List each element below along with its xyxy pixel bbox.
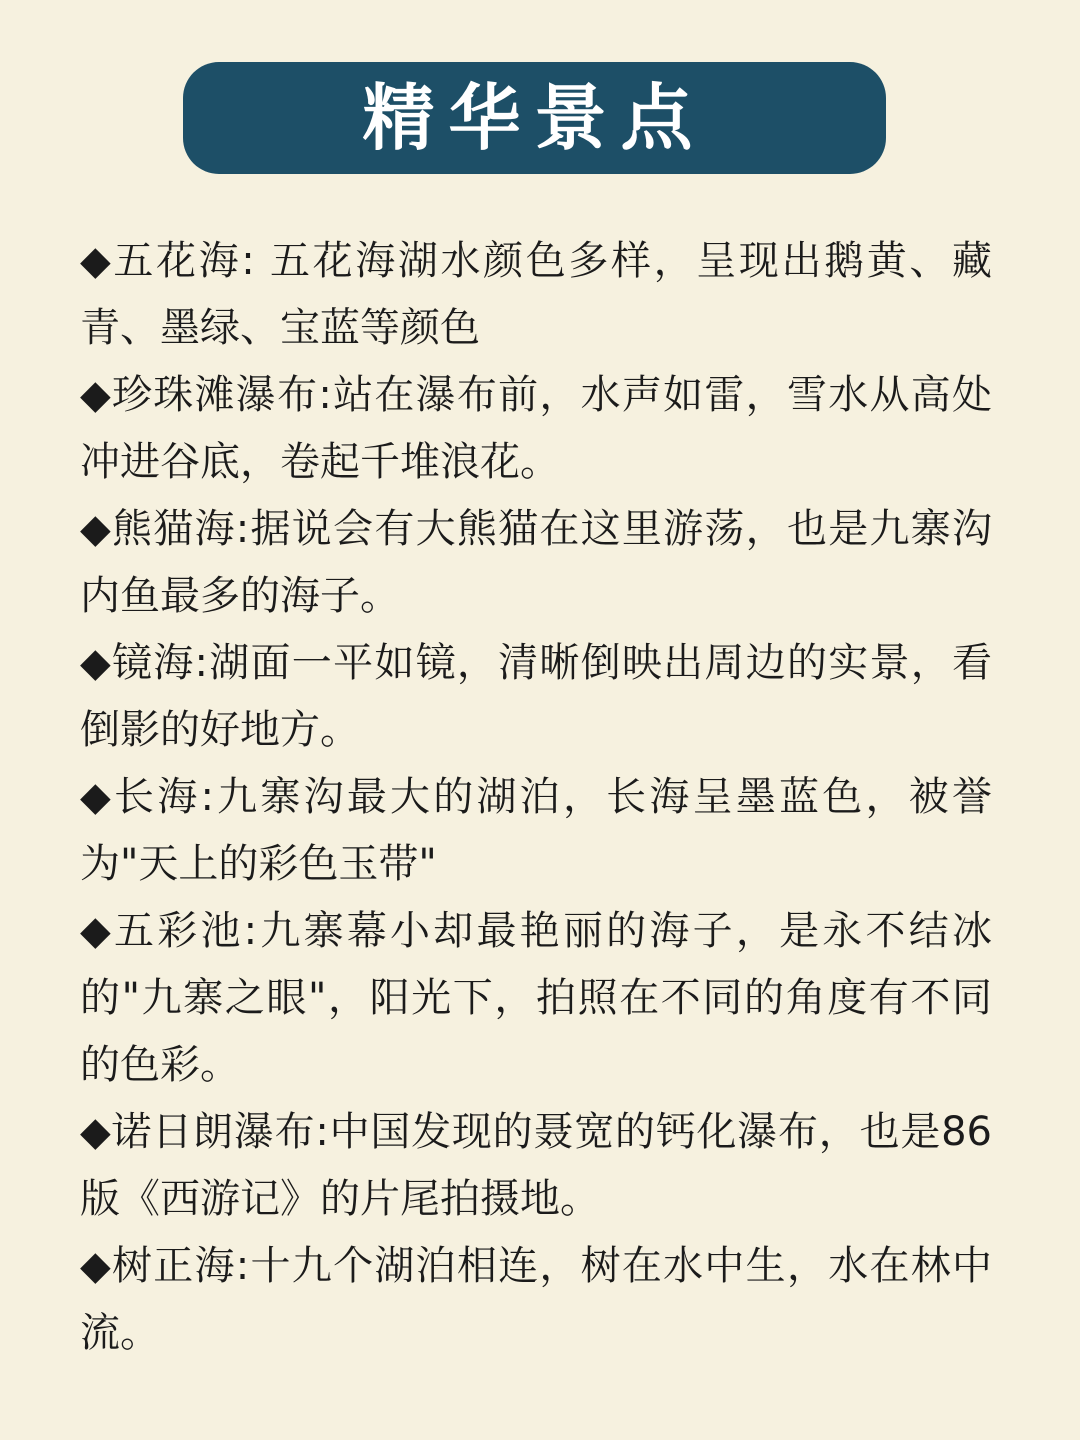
list-item-zhenzhutan-waterfall: ◆珍珠滩瀑布:站在瀑布前，水声如雷，雪水从高处冲进谷底，卷起千堆浪花。	[80, 372, 992, 485]
list-item-wuhuahai: ◆五花海: 五花海湖水颜色多样，呈现出鹅黄、藏青、墨绿、宝蓝等颜色	[80, 238, 992, 351]
attractions-list	[80, 228, 992, 1367]
list-item-nuorilang-waterfall: ◆诺日朗瀑布:中国发现的聂宽的钙化瀑布，也是86版《西游记》的片尾拍摄地。	[80, 1109, 992, 1222]
page-title: 精华景点	[362, 75, 707, 160]
title-banner	[183, 62, 886, 174]
list-item-jinghai: ◆镜海:湖面一平如镜，清晰倒映出周边的实景，看倒影的好地方。	[80, 640, 992, 753]
list-item-wucaichi: ◆五彩池:九寨幕小却最艳丽的海子，是永不结冰的"九寨之眼"，阳光下，拍照在不同的角度有不同的色彩。	[80, 908, 992, 1088]
list-item-shuzhenghai: ◆树正海:十九个湖泊相连，树在水中生，水在林中流。	[80, 1243, 992, 1356]
list-item-xiongmaohai: ◆熊猫海:据说会有大熊猫在这里游荡，也是九寨沟内鱼最多的海子。	[80, 506, 992, 619]
list-item-changhai: ◆长海:九寨沟最大的湖泊，长海呈墨蓝色，被誉为"天上的彩色玉带"	[80, 774, 992, 887]
